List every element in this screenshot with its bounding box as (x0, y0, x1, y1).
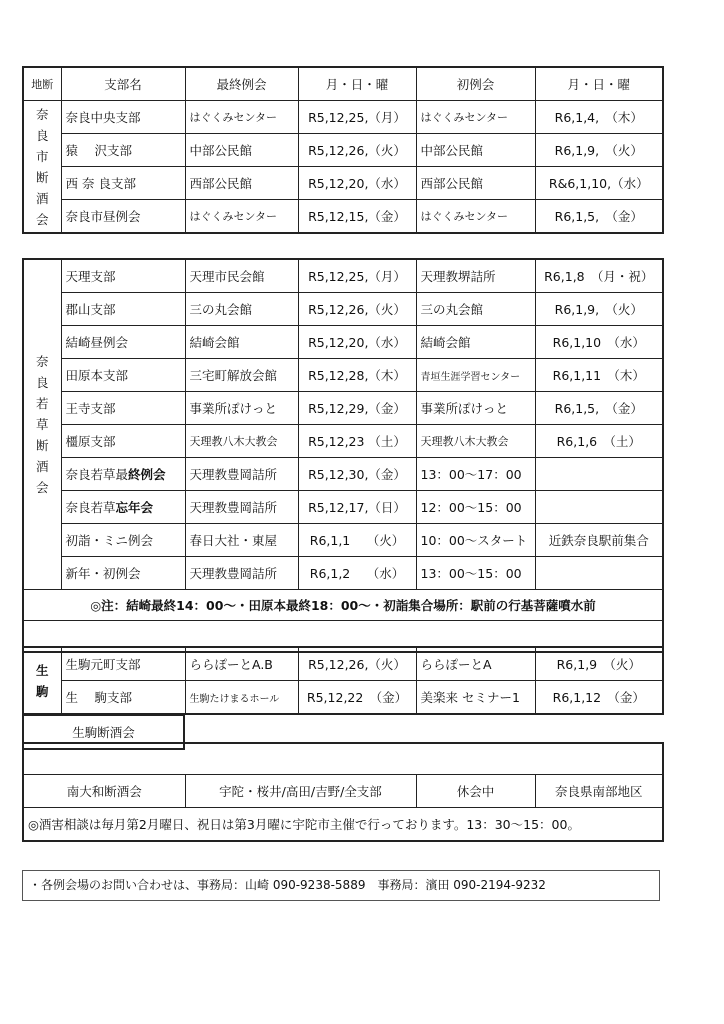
branch-name: 奈良中央支部 (61, 101, 185, 134)
last-venue: はぐくみセンター (185, 101, 298, 134)
last-date: R6,1,1 （火） (298, 524, 416, 557)
ikoma-schedule-table (22, 646, 664, 715)
branch-name: 西 奈 良支部 (61, 167, 185, 200)
header-first-date: 月・日・曜 (535, 67, 663, 101)
last-date: R6,1,2 （水） (298, 557, 416, 590)
last-date: R5,12,26,（火） (298, 134, 416, 167)
header-last-date: 月・日・曜 (298, 67, 416, 101)
branch-name: 生 駒支部 (61, 681, 185, 715)
last-date: R5,12,26,（火） (298, 293, 416, 326)
contact-info: ・各例会場のお問い合わせは、事務局：山崎 090-9238-5889 事務局：濱田 090-2194-9232 (22, 870, 660, 901)
table-row (23, 557, 663, 590)
table-row (23, 101, 663, 134)
minami-table (22, 742, 664, 842)
first-date: R6,1,6 （土） (535, 425, 663, 458)
first-date: R6,1,11 （木） (535, 359, 663, 392)
region-char: 酒 (35, 190, 49, 206)
meeting-place: 近鉄奈良駅前集合 (535, 524, 663, 557)
table-row (23, 775, 663, 808)
table-row (23, 259, 663, 293)
first-date: R6,1,10 （水） (535, 326, 663, 359)
last-date: R5,12,26,（火） (298, 647, 416, 681)
group-name: 南大和断酒会 (23, 775, 185, 808)
last-venue: 結崎会館 (185, 326, 298, 359)
region-char: 会 (35, 211, 49, 227)
first-venue: 青垣生涯学習センター (416, 359, 535, 392)
spacer-row (23, 743, 663, 775)
table-row (23, 134, 663, 167)
table-row (23, 681, 663, 715)
last-venue: 西部公民館 (185, 167, 298, 200)
first-venue: 三の丸会館 (416, 293, 535, 326)
last-date: R5,12,29,（金） (298, 392, 416, 425)
last-date: R5,12,28,（木） (298, 359, 416, 392)
table-row (23, 200, 663, 234)
ikoma-schedule-block (22, 646, 662, 750)
last-date: R5,12,25,（月） (298, 101, 416, 134)
branch-name-bold: 忘年会 (115, 500, 154, 515)
branch-name-part: 奈良若草 (65, 500, 116, 515)
region-label-ikoma (23, 647, 61, 714)
last-date: R5,12,15,（金） (298, 200, 416, 234)
last-venue: 天理教豊岡詰所 (185, 557, 298, 590)
first-venue: 中部公民館 (416, 134, 535, 167)
last-venue: 事業所ぽけっと (185, 392, 298, 425)
first-date: R6,1,9 （火） (535, 647, 663, 681)
first-date: R&6,1,10,（水） (535, 167, 663, 200)
table-row (23, 326, 663, 359)
region-char: 若 (35, 396, 49, 411)
first-date: R6,1,5, （金） (535, 200, 663, 234)
table-row (23, 808, 663, 842)
last-date: R5,12,17,（日） (298, 491, 416, 524)
table-row (23, 647, 663, 681)
region-char: 奈 (35, 106, 49, 122)
nara-schedule-block (22, 66, 662, 234)
region-char: 断 (35, 169, 49, 185)
table-row (23, 392, 663, 425)
first-date: R6,1,8 （月・祝） (535, 259, 663, 293)
group-branches: 宇陀・桜井/高田/吉野/全支部 (185, 775, 416, 808)
last-venue: 天理教豊岡詰所 (185, 491, 298, 524)
header-first-meeting: 初例会 (416, 67, 535, 101)
last-date: R5,12,23 （土） (298, 425, 416, 458)
wakakusa-schedule-table (22, 258, 664, 653)
branch-name: 猿 沢支部 (61, 134, 185, 167)
first-date (535, 458, 663, 491)
last-date: R5,12,20,（水） (298, 167, 416, 200)
last-venue: 天理教豊岡詰所 (185, 458, 298, 491)
region-char: 良 (35, 375, 49, 390)
region-char: 草 (35, 417, 49, 432)
header-branch: 支部名 (61, 67, 185, 101)
wakakusa-schedule-block (22, 258, 662, 653)
last-venue: 三宅町解放会館 (185, 359, 298, 392)
nara-schedule-table (22, 66, 664, 234)
minami-block (22, 742, 662, 842)
last-venue: 春日大社・東屋 (185, 524, 298, 557)
area-label: 奈良県南部地区 (535, 775, 663, 808)
last-venue: 三の丸会館 (185, 293, 298, 326)
region-char: 奈 (35, 354, 49, 369)
last-venue: 中部公民館 (185, 134, 298, 167)
first-venue: はぐくみセンター (416, 200, 535, 234)
table-row (23, 458, 663, 491)
table-row (23, 524, 663, 557)
first-date: R6,1,12 （金） (535, 681, 663, 715)
branch-name: 結崎昼例会 (61, 326, 185, 359)
table-row (23, 491, 663, 524)
branch-name (61, 491, 185, 524)
meeting-time: 10：00〜スタート (416, 524, 535, 557)
branch-name: 田原本支部 (61, 359, 185, 392)
note-row (23, 590, 663, 621)
first-venue: 天理教八木大教会 (416, 425, 535, 458)
branch-name (61, 458, 185, 491)
branch-name: 王寺支部 (61, 392, 185, 425)
last-venue: はぐくみセンター (185, 200, 298, 234)
branch-name: 橿原支部 (61, 425, 185, 458)
first-venue: 事業所ぽけっと (416, 392, 535, 425)
first-date: R6,1,4, （木） (535, 101, 663, 134)
first-date: R6,1,9, （火） (535, 293, 663, 326)
table-row (23, 425, 663, 458)
region-char: 生 (35, 662, 49, 678)
last-venue: 生駒たけまるホール (185, 681, 298, 715)
region-char: 会 (35, 480, 49, 495)
first-venue: 天理教堺詰所 (416, 259, 535, 293)
status-badge: 休会中 (416, 775, 535, 808)
branch-name: 初詣・ミニ例会 (61, 524, 185, 557)
first-venue: はぐくみセンター (416, 101, 535, 134)
meeting-time: 13：00〜15：00 (416, 557, 535, 590)
branch-name: 奈良市昼例会 (61, 200, 185, 234)
branch-name: 生駒元町支部 (61, 647, 185, 681)
region-char: 良 (35, 127, 49, 143)
region-label-wakakusa (23, 259, 61, 590)
table-row (23, 293, 663, 326)
consult-info: ◎酒害相談は毎月第2月曜日、祝日は第3月曜に宇陀市主催で行っております。13：30〜15：00。 (23, 808, 663, 842)
header-region: 地断 (23, 67, 61, 101)
last-date: R5,12,25,（月） (298, 259, 416, 293)
branch-name: 郡山支部 (61, 293, 185, 326)
region-char: 酒 (35, 459, 49, 474)
branch-name-part: 奈良若草最 (65, 467, 129, 482)
ikoma-group-name: 生駒断酒会 (23, 715, 184, 749)
first-venue: 西部公民館 (416, 167, 535, 200)
first-venue: 美楽来 セミナー1 (416, 681, 535, 715)
branch-name: 新年・初例会 (61, 557, 185, 590)
meeting-time: 13：00〜17：00 (416, 458, 535, 491)
header-last-meeting: 最終例会 (185, 67, 298, 101)
first-date (535, 557, 663, 590)
wakakusa-note: ◎注：結崎最終14：00〜・田原本最終18：00〜・初詣集合場所：駅前の行基菩薩噴水前 (23, 590, 663, 621)
first-date: R6,1,9, （火） (535, 134, 663, 167)
empty-row (23, 743, 663, 775)
last-date: R5,12,22 （金） (298, 681, 416, 715)
first-date (535, 491, 663, 524)
table-row (23, 167, 663, 200)
table-header-row (23, 67, 663, 101)
last-date: R5,12,20,（水） (298, 326, 416, 359)
last-venue: 天理市民会館 (185, 259, 298, 293)
first-venue: ららぽーとA (416, 647, 535, 681)
first-venue: 結崎会館 (416, 326, 535, 359)
region-char: 駒 (35, 683, 49, 699)
last-date: R5,12,30,（金） (298, 458, 416, 491)
first-date: R6,1,5, （金） (535, 392, 663, 425)
region-char: 市 (35, 148, 49, 164)
region-char: 断 (35, 438, 49, 453)
last-venue: ららぽーとA.B (185, 647, 298, 681)
branch-name-bold: 終例会 (128, 467, 166, 482)
table-row (23, 359, 663, 392)
meeting-time: 12：00〜15：00 (416, 491, 535, 524)
last-venue: 天理教八木大教会 (185, 425, 298, 458)
region-label-nara (23, 101, 61, 234)
branch-name: 天理支部 (61, 259, 185, 293)
